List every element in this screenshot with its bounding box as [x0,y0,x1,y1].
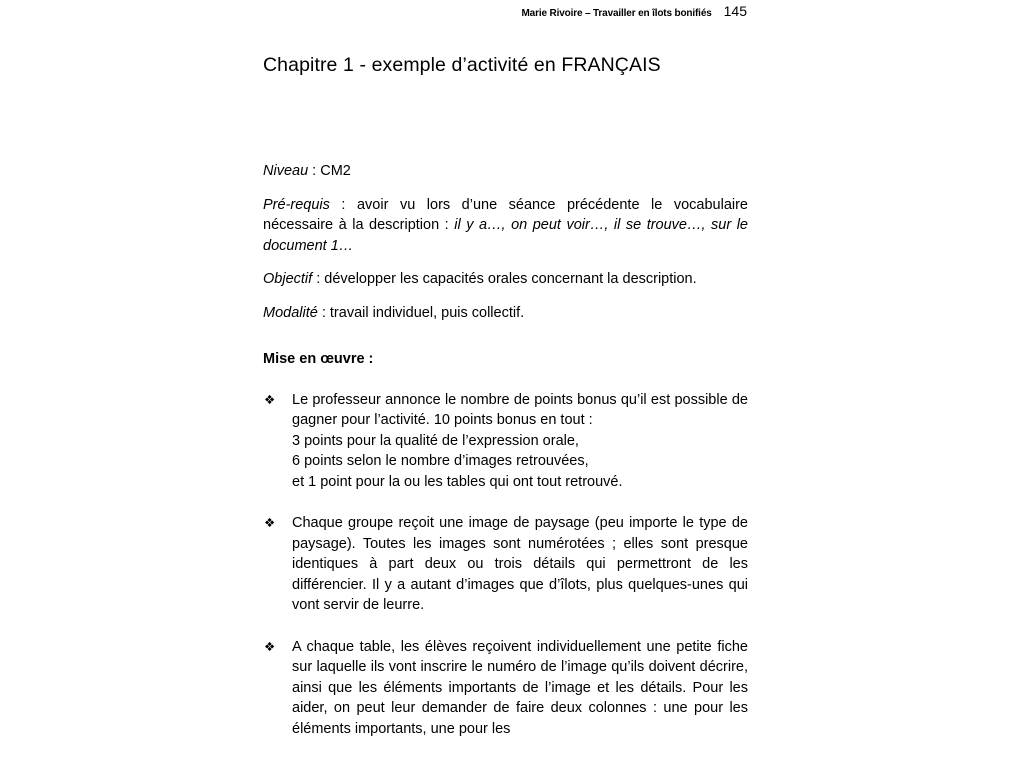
title-spacer [263,78,748,161]
meta-modalite-separator: : [317,304,330,321]
meta-prerequis-examples: il y a…, on peut voir…, il se trouve…, sur le document 1… [263,217,748,254]
list-item [263,513,748,616]
meta-modalite-value: travail individuel, puis collectif. [329,304,525,321]
steps-list [263,390,748,740]
bullets-gap [263,370,748,390]
meta-niveau [263,161,748,182]
meta-niveau-separator: : [308,163,321,179]
list-item-text: A chaque table, les élèves reçoivent individuellement une petite fiche sur laquelle ils vont inscrire le numéro de l’image qu’ils doivent décrire, ainsi que les éléments importants de l’image et les détails. Pour les aider, on peut leur demander de faire deux colonnes : une pour les éléments importants, une pour les [292,638,748,737]
meta-prerequis-label: Pré-requis [263,196,330,213]
meta-niveau-label: Niveau [263,163,309,179]
header-page-number: 145 [723,3,747,19]
meta-niveau-value: CM2 [320,163,351,179]
list-item-subline: 6 points selon le nombre d’images retrouvées, [292,453,589,469]
document-body [263,52,748,739]
meta-objectif-value: développer les capacités orales concernant la description. [324,271,697,287]
running-header [0,4,1024,22]
meta-objectif-separator: : [312,271,325,287]
meta-prerequis-separator: : [329,196,357,213]
meta-objectif-label: Objectif [263,271,313,287]
diamond-bullet-icon: ❖ [264,391,276,407]
list-item-text: Chaque groupe reçoit une image de paysage (peu importe le type de paysage). Toutes les images sont numérotées ; elles sont presque identiques à part deux ou trois détails qui permettront de les différencier. Il y a autant d’images que d’îlots, plus quelques-unes qui vont servir de leurre. [292,515,748,613]
list-item-text: Le professeur annonce le nombre de points bonus qu’il est possible de gagner pour l’activité. 10 points bonus en tout : [292,391,748,428]
diamond-bullet-icon: ❖ [264,515,276,530]
meta-prerequis-value: avoir vu lors d’une séance précédente le vocabulaire nécessaire à la description : [263,196,749,233]
list-item-subline: 3 points pour la qualité de l’expression orale, [292,432,579,449]
meta-prerequis [263,195,748,257]
section-heading-mise-en-oeuvre: Mise en œuvre : [263,351,374,367]
list-item [263,390,748,493]
section-gap [263,323,748,349]
meta-objectif [263,269,748,290]
meta-gap-3 [263,290,748,303]
list-item-subline: et 1 point pour la ou les tables qui ont tout retrouvé. [292,473,623,490]
diamond-bullet-icon: ❖ [264,638,276,654]
meta-gap-1 [263,182,748,195]
meta-modalite [263,303,748,324]
header-author-title: Marie Rivoire – Travailler en îlots bonifiés [521,8,712,19]
page-title: Chapitre 1 - exemple d’activité en FRANÇAIS [263,54,661,76]
list-item [263,637,748,740]
meta-gap-2 [263,256,748,269]
meta-modalite-label: Modalité [263,304,318,321]
